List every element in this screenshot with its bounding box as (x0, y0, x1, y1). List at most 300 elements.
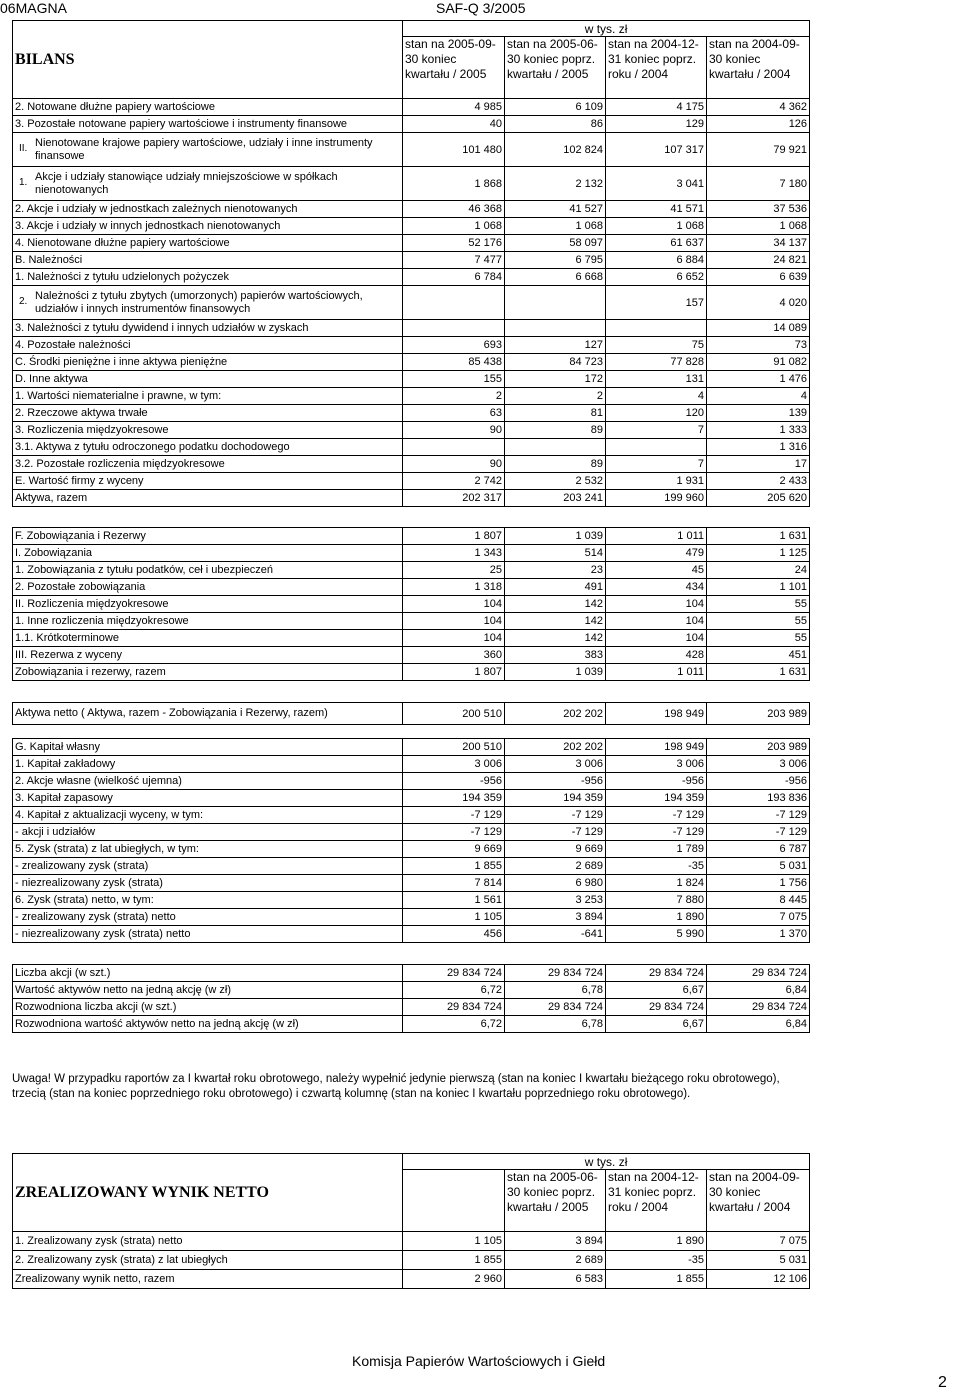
value-cell: 1 011 (606, 664, 707, 681)
value-cell: 1 890 (606, 1232, 707, 1251)
row-label: 4. Nienotowane dłużne papiery wartościowe (13, 235, 403, 252)
row-label: I. Zobowiązania (13, 545, 403, 562)
row-label: Zobowiązania i rezerwy, razem (13, 664, 403, 681)
wynik-unit-label: w tys. zł (403, 1154, 810, 1170)
value-cell: 86 (505, 116, 606, 133)
table-row (13, 858, 810, 875)
value-cell: 6,67 (606, 1016, 707, 1033)
value-cell: 1 068 (403, 218, 505, 235)
row-label: 2. Akcje własne (wielkość ujemna) (13, 773, 403, 790)
value-cell: 1 807 (403, 528, 505, 545)
instruction-note: Uwaga! W przypadku raportów za I kwartał roku obrotowego, należy wypełnić jedynie pierwszą (stan na koniec I kwartału bieżącego roku obrotowego), trzecią (stan na koniec poprzedniego roku obrotowego) i czwartą kolumnę (stan na koniec I kwartału poprzedniego roku obrotowego). (12, 1073, 780, 1100)
value-cell: 6 884 (606, 252, 707, 269)
row-label: 3. Rozliczenia międzyokresowe (13, 422, 403, 439)
value-cell: 1 011 (606, 528, 707, 545)
value-cell: 2 689 (505, 1251, 606, 1270)
value-cell: 1 068 (707, 218, 810, 235)
value-cell: 41 527 (505, 201, 606, 218)
value-cell: 7 180 (707, 167, 810, 201)
table-row (13, 286, 810, 320)
value-cell: 1 316 (707, 439, 810, 456)
table-row (13, 647, 810, 664)
table-row (13, 841, 810, 858)
table-row (13, 473, 810, 490)
row-number: II. (19, 143, 28, 154)
value-cell (505, 320, 606, 337)
value-cell: -641 (505, 926, 606, 943)
row-label: - akcji i udziałów (13, 824, 403, 841)
value-cell: 1 824 (606, 875, 707, 892)
value-cell: 81 (505, 405, 606, 422)
row-label: Rozwodniona wartość aktywów netto na jedną akcję (w zł) (13, 1016, 403, 1033)
value-cell: 127 (505, 337, 606, 354)
value-cell: 9 669 (505, 841, 606, 858)
table-row (13, 201, 810, 218)
value-cell: 3 006 (505, 756, 606, 773)
equity-table (12, 738, 810, 943)
table-row (13, 926, 810, 943)
value-cell (403, 320, 505, 337)
value-cell: 55 (707, 630, 810, 647)
value-cell: 17 (707, 456, 810, 473)
value-cell: 14 089 (707, 320, 810, 337)
value-cell: -7 129 (403, 807, 505, 824)
value-cell: 1 068 (505, 218, 606, 235)
table-row (13, 579, 810, 596)
value-cell: 29 834 724 (707, 999, 810, 1016)
value-cell: 199 960 (606, 490, 707, 507)
value-cell: 3 894 (505, 1232, 606, 1251)
row-label: E. Wartość firmy z wyceny (13, 473, 403, 490)
value-cell: 6 980 (505, 875, 606, 892)
form-code: SAF-Q 3/2005 (436, 0, 526, 16)
table-row (13, 1232, 810, 1251)
row-label: 2. Pozostałe zobowiązania (13, 579, 403, 596)
value-cell: 1 868 (403, 167, 505, 201)
row-label: 5. Zysk (strata) z lat ubiegłych, w tym: (13, 841, 403, 858)
row-label: - zrealizowany zysk (strata) netto (13, 909, 403, 926)
value-cell: 29 834 724 (707, 965, 810, 982)
value-cell: 101 480 (403, 133, 505, 167)
table-row (13, 1270, 810, 1289)
value-cell (606, 439, 707, 456)
doc-code: 06MAGNA (0, 0, 67, 16)
table-row (13, 824, 810, 841)
row-label: Wartość aktywów netto na jedną akcję (w zł) (13, 982, 403, 999)
value-cell: 7 477 (403, 252, 505, 269)
value-cell: 1 068 (606, 218, 707, 235)
value-cell: 172 (505, 371, 606, 388)
value-cell: 90 (403, 422, 505, 439)
value-cell: 34 137 (707, 235, 810, 252)
value-cell: 1 890 (606, 909, 707, 926)
column-header: stan na 2005-06-30 koniec poprz. kwartału / 2005 (505, 37, 606, 99)
value-cell: 6 668 (505, 269, 606, 286)
column-header (403, 1170, 505, 1232)
value-cell: 198 949 (606, 703, 707, 725)
value-cell: 155 (403, 371, 505, 388)
value-cell: 202 317 (403, 490, 505, 507)
table-row (13, 756, 810, 773)
value-cell: 3 006 (403, 756, 505, 773)
value-cell: -7 129 (606, 807, 707, 824)
value-cell: 1 756 (707, 875, 810, 892)
table-row (13, 773, 810, 790)
table-row (13, 528, 810, 545)
value-cell: 7 075 (707, 1232, 810, 1251)
value-cell: -7 129 (505, 807, 606, 824)
value-cell: 37 536 (707, 201, 810, 218)
row-label: 3. Akcje i udziały w innych jednostkach nienotowanych (13, 218, 403, 235)
row-label: - niezrealizowany zysk (strata) netto (13, 926, 403, 943)
value-cell: 8 445 (707, 892, 810, 909)
value-cell: 29 834 724 (505, 999, 606, 1016)
row-label: - zrealizowany zysk (strata) (13, 858, 403, 875)
table-row (13, 562, 810, 579)
value-cell: 55 (707, 613, 810, 630)
table-row (13, 252, 810, 269)
value-cell: 1 039 (505, 664, 606, 681)
value-cell: 4 (606, 388, 707, 405)
value-cell: 1 370 (707, 926, 810, 943)
value-cell: 89 (505, 456, 606, 473)
value-cell: 55 (707, 596, 810, 613)
table-row (13, 1251, 810, 1270)
value-cell: 194 359 (606, 790, 707, 807)
table-row (13, 1016, 810, 1033)
value-cell: 46 368 (403, 201, 505, 218)
value-cell: 104 (403, 596, 505, 613)
bilans-table (12, 20, 810, 507)
value-cell: 693 (403, 337, 505, 354)
row-label: G. Kapitał własny (13, 739, 403, 756)
row-label: Zrealizowany wynik netto, razem (13, 1270, 403, 1289)
value-cell: 491 (505, 579, 606, 596)
value-cell: 75 (606, 337, 707, 354)
value-cell: 1 105 (403, 1232, 505, 1251)
value-cell: 428 (606, 647, 707, 664)
value-cell (505, 286, 606, 320)
value-cell: 1 333 (707, 422, 810, 439)
value-cell: -7 129 (707, 824, 810, 841)
liabilities-table (12, 527, 810, 681)
table-row (13, 354, 810, 371)
value-cell: 85 438 (403, 354, 505, 371)
table-row (13, 99, 810, 116)
table-row (13, 490, 810, 507)
value-cell: 456 (403, 926, 505, 943)
value-cell: 1 789 (606, 841, 707, 858)
table-row (13, 807, 810, 824)
value-cell: 142 (505, 613, 606, 630)
row-label: 2. Zrealizowany zysk (strata) z lat ubiegłych (13, 1251, 403, 1270)
value-cell (403, 286, 505, 320)
value-cell: 41 571 (606, 201, 707, 218)
bilans-title: BILANS (13, 21, 403, 99)
value-cell: 104 (606, 596, 707, 613)
value-cell: 200 510 (403, 703, 505, 725)
value-cell: 203 989 (707, 703, 810, 725)
table-row (13, 892, 810, 909)
value-cell: 1 318 (403, 579, 505, 596)
value-cell: 12 106 (707, 1270, 810, 1289)
value-cell: -7 129 (505, 824, 606, 841)
value-cell: 1 807 (403, 664, 505, 681)
row-label: 1. Należności z tytułu udzielonych pożyczek (13, 269, 403, 286)
table-row (13, 630, 810, 647)
row-label (13, 286, 403, 320)
value-cell: 1 631 (707, 664, 810, 681)
row-label: 3.2. Pozostałe rozliczenia międzyokresowe (13, 456, 403, 473)
value-cell: 1 855 (403, 858, 505, 875)
value-cell: 104 (606, 630, 707, 647)
value-cell: 24 (707, 562, 810, 579)
value-cell: 2 433 (707, 473, 810, 490)
value-cell: -7 129 (403, 824, 505, 841)
value-cell: 205 620 (707, 490, 810, 507)
table-row (13, 909, 810, 926)
value-cell: 7 (606, 422, 707, 439)
table-row (13, 456, 810, 473)
table-row (13, 218, 810, 235)
value-cell: 1 101 (707, 579, 810, 596)
row-label: Aktywa netto ( Aktywa, razem - Zobowiązania i Rezerwy, razem) (13, 703, 403, 725)
table-row (13, 739, 810, 756)
net-assets-table (12, 702, 810, 725)
value-cell: 6,78 (505, 1016, 606, 1033)
value-cell: 52 176 (403, 235, 505, 252)
value-cell (505, 439, 606, 456)
value-cell: 58 097 (505, 235, 606, 252)
value-cell: 6 652 (606, 269, 707, 286)
value-cell: 157 (606, 286, 707, 320)
value-cell: 4 020 (707, 286, 810, 320)
value-cell: 73 (707, 337, 810, 354)
row-label: III. Rezerwa z wyceny (13, 647, 403, 664)
row-label: 4. Pozostałe należności (13, 337, 403, 354)
row-label: 2. Akcje i udziały w jednostkach zależnych nienotowanych (13, 201, 403, 218)
value-cell: 383 (505, 647, 606, 664)
wynik-title: ZREALIZOWANY WYNIK NETTO (13, 1154, 403, 1232)
value-cell: -956 (707, 773, 810, 790)
row-label: F. Zobowiązania i Rezerwy (13, 528, 403, 545)
value-cell: 6 109 (505, 99, 606, 116)
value-cell: 6,72 (403, 982, 505, 999)
value-cell: -956 (505, 773, 606, 790)
table-row (13, 439, 810, 456)
row-label (13, 133, 403, 167)
row-label: - niezrealizowany zysk (strata) (13, 875, 403, 892)
row-label: C. Środki pieniężne i inne aktywa pieniężne (13, 354, 403, 371)
value-cell: 203 989 (707, 739, 810, 756)
value-cell: 434 (606, 579, 707, 596)
value-cell: 23 (505, 562, 606, 579)
value-cell: 2 742 (403, 473, 505, 490)
value-cell: 29 834 724 (606, 999, 707, 1016)
value-cell: 194 359 (403, 790, 505, 807)
value-cell: 129 (606, 116, 707, 133)
value-cell: 2 132 (505, 167, 606, 201)
row-label: 1. Kapitał zakładowy (13, 756, 403, 773)
column-header: stan na 2005-06-30 koniec poprz. kwartału / 2005 (505, 1170, 606, 1232)
value-cell: 139 (707, 405, 810, 422)
table-row (13, 596, 810, 613)
value-cell: 104 (403, 613, 505, 630)
value-cell: 77 828 (606, 354, 707, 371)
value-cell: 6 787 (707, 841, 810, 858)
row-label: 3. Pozostałe notowane papiery wartościowe i instrumenty finansowe (13, 116, 403, 133)
value-cell: -35 (606, 858, 707, 875)
value-cell: 142 (505, 630, 606, 647)
value-cell: 2 960 (403, 1270, 505, 1289)
row-number: 1. (19, 177, 28, 188)
value-cell: 2 (403, 388, 505, 405)
value-cell (403, 439, 505, 456)
value-cell: 104 (403, 630, 505, 647)
row-label: 3.1. Aktywa z tytułu odroczonego podatku dochodowego (13, 439, 403, 456)
shares-table (12, 964, 810, 1033)
table-row (13, 790, 810, 807)
table-row (13, 999, 810, 1016)
value-cell: 7 075 (707, 909, 810, 926)
column-header: stan na 2005-09-30 koniec kwartału / 2005 (403, 37, 505, 99)
table-row (13, 405, 810, 422)
value-cell: 5 990 (606, 926, 707, 943)
value-cell: 29 834 724 (403, 999, 505, 1016)
value-cell: 6,67 (606, 982, 707, 999)
value-cell: 1 343 (403, 545, 505, 562)
table-row (13, 167, 810, 201)
value-cell: 89 (505, 422, 606, 439)
value-cell: 1 105 (403, 909, 505, 926)
value-cell: 198 949 (606, 739, 707, 756)
value-cell: 5 031 (707, 1251, 810, 1270)
value-cell: 6 583 (505, 1270, 606, 1289)
value-cell: 3 253 (505, 892, 606, 909)
value-cell: 4 362 (707, 99, 810, 116)
value-cell: 202 202 (505, 703, 606, 725)
table-row (13, 235, 810, 252)
value-cell: 1 931 (606, 473, 707, 490)
value-cell: 7 814 (403, 875, 505, 892)
value-cell: -35 (606, 1251, 707, 1270)
row-label: 2. Rzeczowe aktywa trwałe (13, 405, 403, 422)
value-cell: 4 985 (403, 99, 505, 116)
value-cell: 194 359 (505, 790, 606, 807)
value-cell: 102 824 (505, 133, 606, 167)
row-label-text: Akcje i udziały stanowiące udziały mniejszościowe w spółkach nienotowanych (35, 170, 338, 196)
value-cell: 1 855 (606, 1270, 707, 1289)
column-header: stan na 2004-12-31 koniec poprz. roku / 2004 (606, 1170, 707, 1232)
row-label-text: Należności z tytułu zbytych (umorzonych) papierów wartościowych, udziałów i innych instrumentów finansowych (35, 289, 363, 315)
value-cell: -7 129 (606, 824, 707, 841)
value-cell: 4 (707, 388, 810, 405)
value-cell: 1 561 (403, 892, 505, 909)
value-cell: 203 241 (505, 490, 606, 507)
row-label: D. Inne aktywa (13, 371, 403, 388)
row-label: 3. Należności z tytułu dywidend i innych udziałów w zyskach (13, 320, 403, 337)
value-cell: 1 855 (403, 1251, 505, 1270)
row-label: Rozwodniona liczba akcji (w szt.) (13, 999, 403, 1016)
value-cell: 2 (505, 388, 606, 405)
table-row (13, 613, 810, 630)
row-label: 1.1. Krótkoterminowe (13, 630, 403, 647)
value-cell: 40 (403, 116, 505, 133)
table-row (13, 320, 810, 337)
value-cell: 1 039 (505, 528, 606, 545)
value-cell: 479 (606, 545, 707, 562)
value-cell: 360 (403, 647, 505, 664)
value-cell: 6 795 (505, 252, 606, 269)
row-label: Liczba akcji (w szt.) (13, 965, 403, 982)
value-cell: 202 202 (505, 739, 606, 756)
value-cell: 193 836 (707, 790, 810, 807)
footer-text: Komisja Papierów Wartościowych i Giełd (352, 1353, 606, 1369)
value-cell: 1 631 (707, 528, 810, 545)
value-cell: 63 (403, 405, 505, 422)
value-cell: 79 921 (707, 133, 810, 167)
value-cell: 45 (606, 562, 707, 579)
value-cell: 9 669 (403, 841, 505, 858)
value-cell: 3 041 (606, 167, 707, 201)
value-cell: 1 125 (707, 545, 810, 562)
value-cell: 120 (606, 405, 707, 422)
value-cell: 25 (403, 562, 505, 579)
value-cell: 7 880 (606, 892, 707, 909)
value-cell: 126 (707, 116, 810, 133)
table-row (13, 422, 810, 439)
value-cell: 29 834 724 (606, 965, 707, 982)
value-cell: 6,84 (707, 1016, 810, 1033)
value-cell: 61 637 (606, 235, 707, 252)
column-header: stan na 2004-09-30 koniec kwartału / 2004 (707, 37, 810, 99)
value-cell (606, 320, 707, 337)
row-label: B. Należności (13, 252, 403, 269)
column-header: stan na 2004-09-30 koniec kwartału / 2004 (707, 1170, 810, 1232)
table-row (13, 371, 810, 388)
value-cell: 29 834 724 (403, 965, 505, 982)
row-label: 1. Zobowiązania z tytułu podatków, ceł i ubezpieczeń (13, 562, 403, 579)
unit-label: w tys. zł (403, 21, 810, 37)
value-cell: 104 (606, 613, 707, 630)
realized-result-table (12, 1153, 810, 1289)
value-cell: 90 (403, 456, 505, 473)
value-cell: -956 (403, 773, 505, 790)
row-label: 2. Notowane dłużne papiery wartościowe (13, 99, 403, 116)
row-label-text: Nienotowane krajowe papiery wartościowe, udziały i inne instrumenty finansowe (35, 136, 373, 162)
table-row (13, 388, 810, 405)
table-row (13, 965, 810, 982)
page-number: 2 (938, 1374, 947, 1391)
value-cell: 6,78 (505, 982, 606, 999)
value-cell: -956 (606, 773, 707, 790)
value-cell: 84 723 (505, 354, 606, 371)
table-row (13, 875, 810, 892)
value-cell: 24 821 (707, 252, 810, 269)
value-cell: 4 175 (606, 99, 707, 116)
row-label: 1. Zrealizowany zysk (strata) netto (13, 1232, 403, 1251)
value-cell: 6 784 (403, 269, 505, 286)
value-cell: 7 (606, 456, 707, 473)
table-row (13, 982, 810, 999)
table-row (13, 703, 810, 725)
row-label (13, 167, 403, 201)
value-cell: -7 129 (707, 807, 810, 824)
row-label: 6. Zysk (strata) netto, w tym: (13, 892, 403, 909)
column-header: stan na 2004-12-31 koniec poprz. roku / 2004 (606, 37, 707, 99)
value-cell: 5 031 (707, 858, 810, 875)
table-row (13, 337, 810, 354)
